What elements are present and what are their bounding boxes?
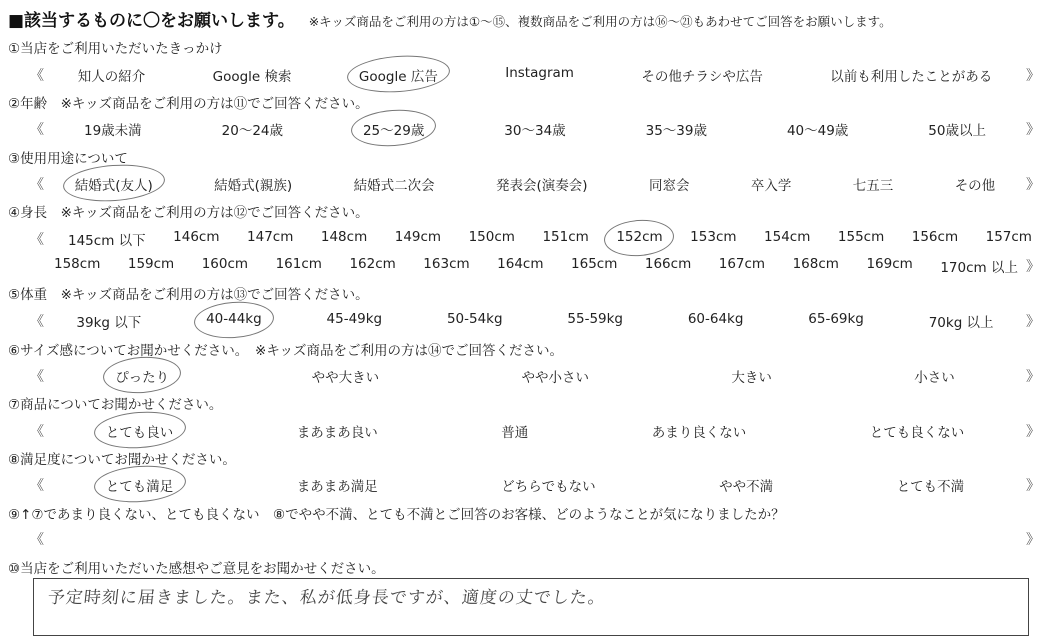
option-row xyxy=(30,475,1040,495)
option[interactable]: とても良い xyxy=(102,421,178,441)
question-label: ③使用用途について xyxy=(8,151,128,167)
option[interactable]: 164cm xyxy=(497,256,544,272)
option-row xyxy=(30,421,1040,441)
option[interactable]: 25〜29歳 xyxy=(359,119,428,139)
option[interactable]: その他 xyxy=(954,178,996,194)
option[interactable]: その他チラシや広告 xyxy=(641,69,763,85)
option[interactable]: 145cm 以下 xyxy=(68,233,146,249)
option[interactable]: 154cm xyxy=(764,229,811,245)
question-label: ④身長 ※キッズ商品をご利用の方は⑫でご回答ください。 xyxy=(8,205,369,221)
option[interactable]: 161cm xyxy=(275,256,322,272)
option[interactable]: 45-49kg xyxy=(326,311,383,327)
form-note: ※キッズ商品をご利用の方は①〜⑮、複数商品をご利用の方は⑯〜㉑もあわせてご回答をお願いします。 xyxy=(308,14,892,29)
option[interactable]: やや不満 xyxy=(719,479,774,495)
option[interactable]: 166cm xyxy=(644,256,692,272)
option[interactable]: 160cm xyxy=(201,256,249,272)
option[interactable]: 40〜49歳 xyxy=(786,123,849,139)
option-row xyxy=(30,256,1040,276)
option[interactable]: 40-44kg xyxy=(202,311,266,331)
option[interactable]: 七五三 xyxy=(852,178,894,194)
open-bracket: 《 xyxy=(30,68,44,84)
close-bracket: 》 xyxy=(1026,369,1040,385)
close-bracket: 》 xyxy=(1026,424,1040,440)
option[interactable]: 167cm xyxy=(718,256,766,272)
option[interactable]: 結婚式(友人) xyxy=(71,174,157,194)
option-row xyxy=(30,119,1040,139)
question-label: ①当店をご利用いただいたきっかけ xyxy=(8,41,223,57)
option-row xyxy=(30,65,1040,85)
option-row xyxy=(30,529,1040,549)
close-bracket: 》 xyxy=(1026,177,1040,193)
option[interactable]: とても不満 xyxy=(896,479,965,495)
option[interactable]: 147cm xyxy=(247,229,294,245)
option[interactable]: 19歳未満 xyxy=(83,123,142,139)
option[interactable]: やや小さい xyxy=(521,370,589,386)
option-row xyxy=(30,174,1040,194)
option[interactable]: ぴったり xyxy=(111,366,173,386)
option[interactable]: 小さい xyxy=(914,370,955,386)
option[interactable]: とても満足 xyxy=(102,475,178,495)
question-label: ②年齢 ※キッズ商品をご利用の方は⑪でご回答ください。 xyxy=(8,96,369,112)
option[interactable]: 163cm xyxy=(423,256,470,272)
option[interactable]: 168cm xyxy=(792,256,839,272)
option[interactable]: 158cm xyxy=(54,256,101,272)
form-title: ■該当するものに〇をお願いします。 xyxy=(8,11,295,31)
option[interactable]: 155cm xyxy=(837,229,885,245)
close-bracket: 》 xyxy=(1026,532,1040,548)
option[interactable]: Google 検索 xyxy=(212,69,292,85)
option-row xyxy=(30,229,1040,249)
question-label: ⑦商品についてお聞かせください。 xyxy=(8,397,223,413)
option[interactable]: 60-64kg xyxy=(687,311,744,327)
open-bracket: 《 xyxy=(30,424,44,440)
handwritten-answer: 予定時刻に届きました。また、私が低身長ですが、適度の丈でした。 xyxy=(46,588,607,608)
option[interactable]: とても良くない xyxy=(869,425,965,441)
option[interactable]: 151cm xyxy=(542,229,589,245)
option-row xyxy=(30,366,1040,386)
option[interactable]: 148cm xyxy=(320,229,368,245)
open-bracket: 《 xyxy=(30,122,44,138)
option[interactable]: 39kg 以下 xyxy=(76,315,142,331)
option[interactable]: まあまあ良い xyxy=(296,425,378,441)
question-label: ⑤体重 ※キッズ商品をご利用の方は⑬でご回答ください。 xyxy=(8,287,369,303)
option[interactable]: 156cm xyxy=(911,229,959,245)
option[interactable]: 152cm xyxy=(612,229,666,249)
option[interactable]: やや大きい xyxy=(311,370,380,386)
option[interactable]: 50歳以上 xyxy=(928,123,986,139)
open-bracket: 《 xyxy=(30,369,44,385)
option[interactable]: 結婚式二次会 xyxy=(353,178,435,194)
option[interactable]: 65-69kg xyxy=(808,311,864,327)
option[interactable]: Instagram xyxy=(505,65,574,81)
option[interactable]: Google 広告 xyxy=(355,65,442,85)
option[interactable]: 35〜39歳 xyxy=(645,123,707,139)
option[interactable]: 149cm xyxy=(394,229,442,245)
close-bracket: 》 xyxy=(1026,68,1040,84)
comment-box[interactable] xyxy=(33,578,1029,636)
open-bracket: 《 xyxy=(30,314,44,330)
option[interactable]: 知人の紹介 xyxy=(77,69,146,85)
option[interactable]: 70kg 以上 xyxy=(928,315,994,331)
option[interactable]: 30〜34歳 xyxy=(504,123,566,139)
option[interactable]: 以前も利用したことがある xyxy=(830,69,993,85)
close-bracket: 》 xyxy=(1026,122,1040,138)
option[interactable]: 発表会(演奏会) xyxy=(496,178,588,194)
option[interactable]: 169cm xyxy=(866,256,913,272)
option[interactable]: 普通 xyxy=(501,425,529,441)
option[interactable]: 153cm xyxy=(690,229,737,245)
option[interactable]: 157cm xyxy=(985,229,1032,245)
option[interactable]: 170cm 以上 xyxy=(940,260,1018,276)
option[interactable]: 大きい xyxy=(731,370,772,386)
form-header xyxy=(8,6,892,31)
option[interactable]: 55-59kg xyxy=(567,311,624,327)
question-label: ⑩当店をご利用いただいた感想やご意見をお聞かせください。 xyxy=(8,561,385,577)
open-bracket: 《 xyxy=(30,478,44,494)
option[interactable]: 159cm xyxy=(127,256,175,272)
option[interactable]: まあまあ満足 xyxy=(296,479,378,495)
option[interactable]: 50-54kg xyxy=(446,311,503,327)
question-label: ⑨↑⑦であまり良くない、とても良くない ⑧でやや不満、とても不満とご回答のお客様、どのようなことが気になりましたか？ xyxy=(8,507,785,523)
open-bracket: 《 xyxy=(30,232,44,248)
close-bracket: 》 xyxy=(1026,314,1040,330)
close-bracket: 》 xyxy=(1026,259,1040,275)
option[interactable]: 150cm xyxy=(468,229,515,245)
option[interactable]: 162cm xyxy=(349,256,396,272)
open-bracket: 《 xyxy=(30,177,44,193)
open-bracket: 《 xyxy=(30,532,44,548)
option[interactable]: 結婚式(親族) xyxy=(214,178,293,194)
question-label: ⑧満足度についてお聞かせください。 xyxy=(8,452,236,468)
option[interactable]: 卒入学 xyxy=(750,178,792,194)
question-label: ⑥サイズ感についてお聞かせください。 ※キッズ商品をご利用の方は⑭でご回答ください。 xyxy=(8,343,564,359)
option[interactable]: どちらでもない xyxy=(501,479,596,495)
close-bracket: 》 xyxy=(1026,478,1040,494)
option[interactable]: 165cm xyxy=(571,256,618,272)
option[interactable]: あまり良くない xyxy=(651,425,747,441)
option[interactable]: 146cm xyxy=(173,229,220,245)
option[interactable]: 20〜24歳 xyxy=(221,123,283,139)
option-row xyxy=(30,311,1040,331)
option[interactable]: 同窓会 xyxy=(648,178,690,194)
